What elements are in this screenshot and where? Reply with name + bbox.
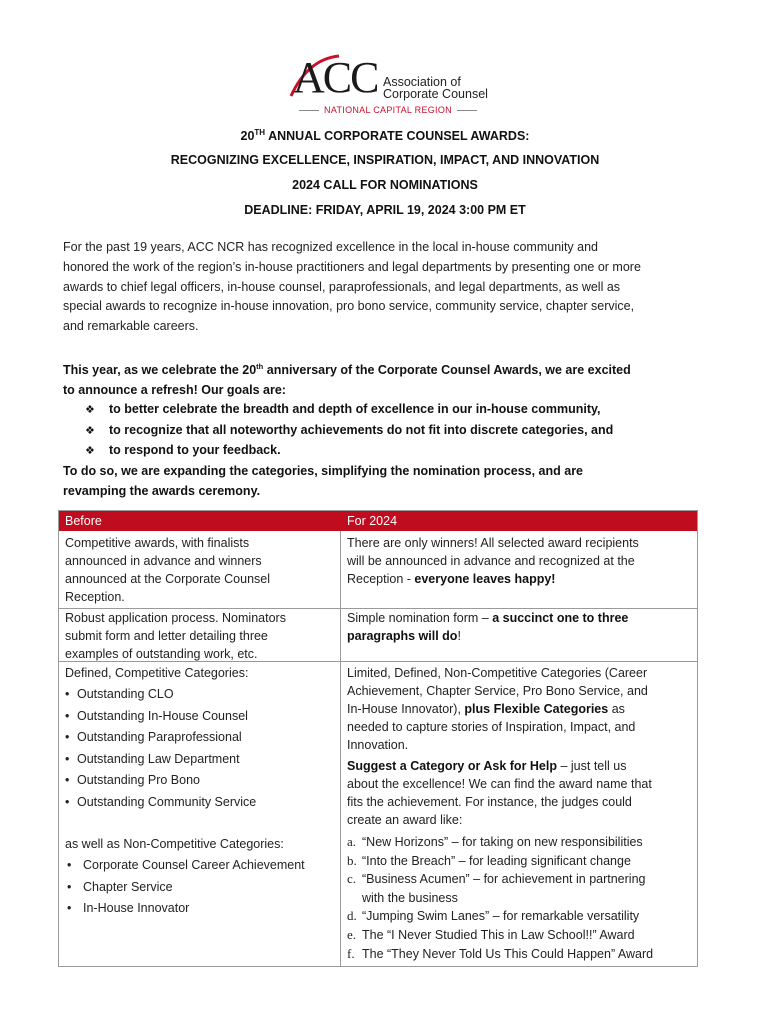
list-item: d. “Jumping Swim Lanes” – for remarkable versatility	[347, 908, 640, 924]
row3-before-cell	[65, 664, 335, 920]
bullet-icon: •	[67, 879, 72, 894]
list-item: • Outstanding In-House Counsel	[65, 706, 335, 728]
row1-before-cell	[65, 534, 270, 606]
intro-line: awards to chief legal officers, in-house counsel, paraprofessionals, and legal departments, as well as	[63, 279, 621, 294]
logo-line-2: Corporate Counsel	[383, 87, 488, 101]
heading-call: 2024 CALL FOR NOMINATIONS	[292, 178, 478, 192]
list-item: a. “New Horizons” – for taking on new responsibilities	[347, 834, 643, 849]
intro-line: special awards to recognize in-house innovation, pro bono service, community service, chapter service,	[63, 299, 635, 314]
list-item: • Outstanding Paraprofessional	[65, 727, 335, 749]
list-item: with the business	[362, 890, 458, 905]
diamond-bullet-icon: ❖	[85, 445, 95, 458]
text-line: needed to capture stories of Inspiration, Impact, and	[347, 720, 636, 734]
bullet-icon: •	[65, 794, 70, 809]
comparison-table	[58, 510, 698, 967]
column-divider	[340, 531, 341, 967]
text-line: Reception - everyone leaves happy!	[347, 572, 556, 586]
category-heading: as well as Non-Competitive Categories:	[65, 837, 284, 851]
text-line: will be announced in advance and recognized at the	[347, 554, 635, 568]
goal-item: ❖ to respond to your feedback.	[63, 441, 713, 462]
bullet-icon: •	[65, 708, 70, 723]
text-line: Limited, Defined, Non-Competitive Categories (Career	[347, 666, 648, 680]
text-line: examples of outstanding work, etc.	[65, 647, 258, 661]
text-line: create an award like:	[347, 813, 463, 827]
goals-closing-line: revamping the awards ceremony.	[63, 483, 261, 498]
example-awards-list	[347, 833, 693, 963]
list-item: b. “Into the Breach” – for leading significant change	[347, 852, 631, 868]
bullet-icon: •	[67, 858, 72, 872]
list-item: • In-House Innovator	[65, 898, 335, 920]
competitive-list	[65, 684, 335, 813]
intro-line: For the past 19 years, ACC NCR has recognized excellence in the local in-house community and	[63, 240, 598, 254]
bullet-icon: •	[65, 730, 70, 744]
logo-region: NATIONAL CAPITAL REGION	[293, 104, 483, 116]
logo-line-1: Association of	[383, 75, 461, 89]
goals-closing-line: To do so, we are expanding the categories, simplifying the nomination process, and are	[63, 463, 584, 478]
acc-ncr-logo	[293, 53, 488, 118]
header-for-2024: For 2024	[347, 514, 398, 528]
text-line: paragraphs will do!	[347, 629, 461, 643]
text-line: about the excellence! We can find the award name that	[347, 777, 652, 791]
text-line: announced in advance and winners	[65, 554, 262, 568]
list-item: • Chapter Service	[65, 877, 335, 899]
bullet-icon: •	[65, 751, 70, 766]
list-item: • Corporate Counsel Career Achievement	[65, 855, 335, 877]
text-line: fits the achievement. For instance, the judges could	[347, 795, 632, 809]
goals-section	[63, 357, 713, 501]
bullet-icon: •	[65, 773, 70, 787]
text-line: Robust application process. Nominators	[65, 611, 286, 625]
row2-before-cell	[65, 609, 286, 663]
list-item: e. The “I Never Studied This in Law School!!” Award	[347, 926, 635, 942]
goals-intro-line-2: to announce a refresh! Our goals are:	[63, 382, 286, 397]
list-item: • Outstanding Community Service	[65, 792, 335, 814]
text-line: Simple nomination form – a succinct one to three	[347, 611, 629, 625]
goal-item: ❖ to better celebrate the breadth and depth of excellence in our in-house community,	[63, 400, 713, 421]
logo-mark: ACC	[293, 53, 378, 102]
list-item: c. “Business Acumen” – for achievement in partnering	[347, 871, 646, 887]
text-line: Reception.	[65, 590, 125, 604]
diamond-bullet-icon: ❖	[85, 404, 95, 417]
text-line: announced at the Corporate Counsel	[65, 572, 271, 586]
list-item: • Outstanding Pro Bono	[65, 770, 335, 792]
heading-subtitle: RECOGNIZING EXCELLENCE, INSPIRATION, IMPACT, AND INNOVATION	[170, 153, 600, 167]
table-header-row	[59, 511, 697, 531]
text-line: Competitive awards, with finalists	[65, 536, 250, 550]
list-item: • Outstanding CLO	[65, 684, 335, 706]
text-line: submit form and letter detailing three	[65, 629, 268, 643]
row1-after-cell	[347, 534, 639, 588]
bullet-icon: •	[65, 687, 70, 701]
text-line: Achievement, Chapter Service, Pro Bono Service, and	[347, 684, 648, 698]
text-line: In-House Innovator), plus Flexible Categories as	[347, 702, 625, 716]
goal-item: ❖ to recognize that all noteworthy achievements do not fit into discrete categories, and	[63, 421, 713, 442]
non-competitive-list	[65, 855, 335, 920]
text-line: Innovation.	[347, 738, 409, 752]
heading-title: 20TH ANNUAL CORPORATE COUNSEL AWARDS:	[240, 128, 530, 143]
header-before: Before	[65, 514, 102, 528]
goals-intro-line: This year, as we celebrate the 20th anniversary of the Corporate Counsel Awards, we are excited	[63, 362, 631, 377]
intro-line: honored the work of the region’s in-house practitioners and legal departments by presenting one or more	[63, 259, 641, 274]
intro-line: and remarkable careers.	[63, 319, 199, 334]
list-item: • Outstanding Law Department	[65, 749, 335, 771]
diamond-bullet-icon: ❖	[85, 424, 95, 437]
category-heading: Defined, Competitive Categories:	[65, 666, 249, 680]
text-line: Suggest a Category or Ask for Help – just tell us	[347, 759, 627, 773]
row3-after-cell	[347, 664, 693, 963]
bullet-icon: •	[67, 901, 72, 915]
list-item: f. The “They Never Told Us This Could Happen” Award	[347, 945, 654, 961]
row2-after-cell	[347, 609, 628, 645]
heading-deadline: DEADLINE: FRIDAY, APRIL 19, 2024 3:00 PM ET	[244, 203, 526, 217]
intro-paragraph	[63, 238, 713, 337]
text-line: There are only winners! All selected award recipients	[347, 536, 639, 550]
